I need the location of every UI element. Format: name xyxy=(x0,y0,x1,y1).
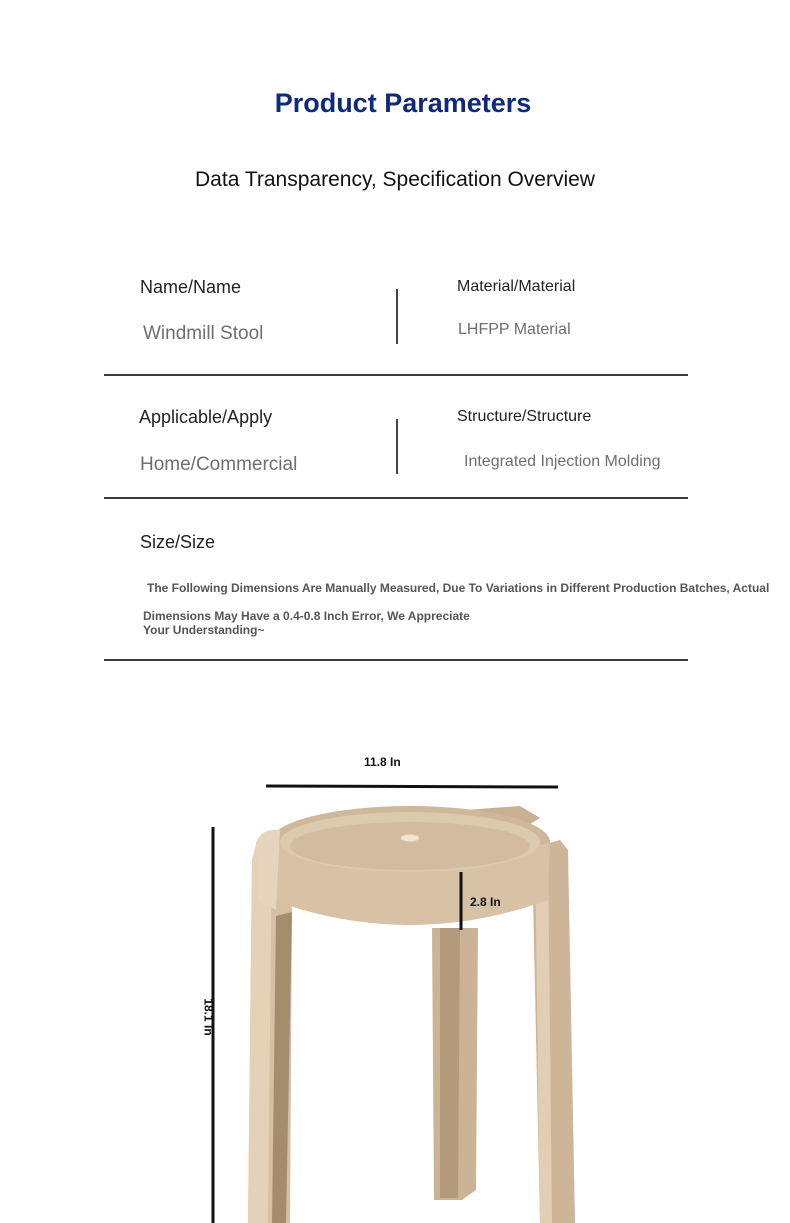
apply-value: Home/Commercial xyxy=(140,454,298,475)
seat-thickness-label: 2.8 In xyxy=(470,895,501,909)
material-value: LHFPP Material xyxy=(458,321,571,338)
structure-value: Integrated Injection Molding xyxy=(464,453,661,470)
size-label: Size/Size xyxy=(140,532,216,552)
size-note-line2: Dimensions May Have a 0.4-0.8 Inch Error, We Appreciate xyxy=(143,609,470,623)
width-label: 11.8 In xyxy=(364,755,401,769)
size-note-line1: The Following Dimensions Are Manually Measured, Due To Variations in Different Production Batches, Actual xyxy=(147,581,770,595)
page-title: Product Parameters xyxy=(274,88,532,118)
size-note-line3: Your Understanding~ xyxy=(143,623,265,637)
structure-label: Structure/Structure xyxy=(457,408,592,425)
material-label: Material/Material xyxy=(457,278,576,295)
page-subtitle: Data Transparency, Specification Overview xyxy=(195,168,595,191)
name-value: Windmill Stool xyxy=(143,323,264,344)
width-dimension-line xyxy=(266,786,558,787)
apply-label: Applicable/Apply xyxy=(139,407,273,427)
name-label: Name/Name xyxy=(140,277,242,297)
height-label: 18.1 In xyxy=(201,998,216,1036)
